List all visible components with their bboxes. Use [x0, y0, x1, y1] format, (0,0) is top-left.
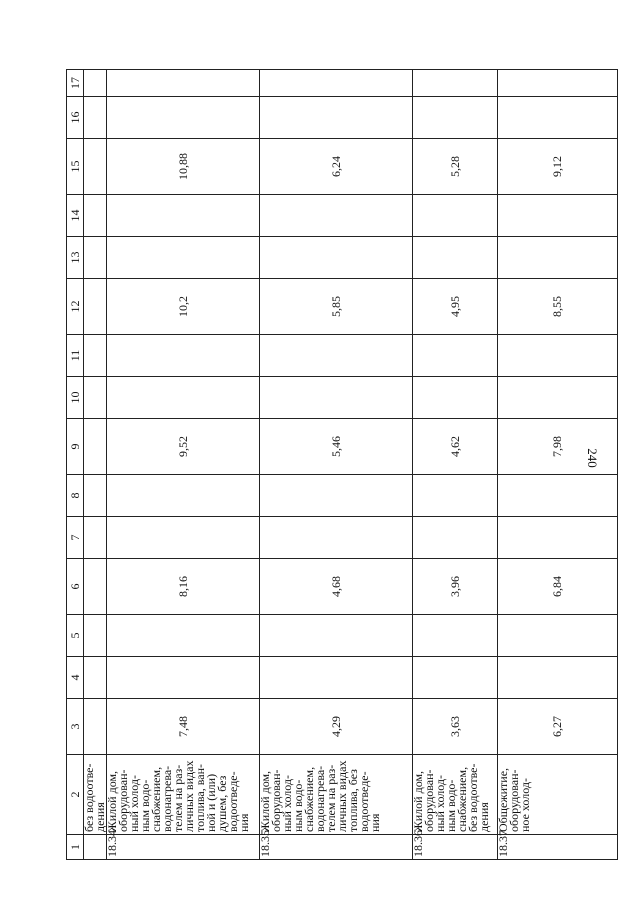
value-cell	[413, 377, 498, 419]
value-cell	[260, 657, 413, 699]
value-cell	[107, 377, 260, 419]
row-index: 18.35	[260, 835, 413, 860]
table-row	[260, 70, 413, 860]
value-cell	[498, 237, 618, 279]
value-cell: 6,84	[498, 559, 618, 615]
column-number: 15	[67, 139, 84, 195]
value-cell	[107, 97, 260, 139]
row-index: 18.34	[107, 835, 260, 860]
value-cell	[107, 475, 260, 517]
table-row	[107, 70, 260, 860]
value-cell: 9,52	[107, 419, 260, 475]
value-cell: 5,46	[260, 419, 413, 475]
table-row	[413, 70, 498, 860]
column-number: 1	[67, 835, 84, 860]
column-number: 13	[67, 237, 84, 279]
row-description: Жилой дом, оборудован-ный холод-ным водо-снабжением, без водоотве-дения	[413, 755, 498, 835]
value-cell: 3,96	[413, 559, 498, 615]
column-number-row	[67, 70, 84, 860]
value-cell	[84, 559, 107, 615]
row-index	[84, 835, 107, 860]
value-cell	[498, 377, 618, 419]
value-cell	[260, 70, 413, 97]
value-cell: 4,68	[260, 559, 413, 615]
value-cell	[260, 335, 413, 377]
value-cell	[107, 70, 260, 97]
value-cell: 4,29	[260, 699, 413, 755]
rotated-table-container	[66, 70, 577, 860]
value-cell	[260, 97, 413, 139]
value-cell: 10,2	[107, 279, 260, 335]
value-cell	[260, 377, 413, 419]
column-number: 3	[67, 699, 84, 755]
row-index: 18.37	[498, 835, 618, 860]
value-cell	[413, 70, 498, 97]
value-cell	[84, 419, 107, 475]
value-cell	[84, 139, 107, 195]
value-cell: 3,63	[413, 699, 498, 755]
row-index: 18.36	[413, 835, 498, 860]
value-cell: 6,27	[498, 699, 618, 755]
column-number: 4	[67, 657, 84, 699]
value-cell	[84, 237, 107, 279]
row-description: Жилой дом, оборудован-ный холод-ным водо-снабжением, водонагрева-телем на раз-личных видах топлива, ван-ной и (или) душем, без водоотведе-ния	[107, 755, 260, 835]
value-cell	[413, 517, 498, 559]
value-cell	[84, 615, 107, 657]
value-cell	[84, 699, 107, 755]
value-cell	[413, 657, 498, 699]
column-number: 11	[67, 335, 84, 377]
value-cell	[84, 377, 107, 419]
value-cell	[498, 97, 618, 139]
value-cell: 8,16	[107, 559, 260, 615]
value-cell: 6,24	[260, 139, 413, 195]
value-cell	[84, 335, 107, 377]
value-cell	[413, 615, 498, 657]
value-cell: 7,98	[498, 419, 618, 475]
value-cell	[260, 517, 413, 559]
value-cell	[260, 237, 413, 279]
value-cell	[260, 615, 413, 657]
value-cell: 5,28	[413, 139, 498, 195]
column-number: 2	[67, 755, 84, 835]
value-cell	[107, 195, 260, 237]
value-cell	[84, 70, 107, 97]
value-cell	[498, 475, 618, 517]
row-description: Общежитие, оборудован-ное холод-	[498, 755, 618, 835]
value-cell: 7,48	[107, 699, 260, 755]
value-cell: 4,95	[413, 279, 498, 335]
table-row	[498, 70, 618, 860]
value-cell	[413, 237, 498, 279]
value-cell	[498, 657, 618, 699]
value-cell	[413, 335, 498, 377]
value-cell	[260, 195, 413, 237]
value-cell: 4,62	[413, 419, 498, 475]
value-cell	[107, 237, 260, 279]
value-cell	[84, 517, 107, 559]
value-cell: 10,88	[107, 139, 260, 195]
column-number: 6	[67, 559, 84, 615]
column-number: 8	[67, 475, 84, 517]
value-cell	[107, 657, 260, 699]
value-cell	[84, 97, 107, 139]
column-number: 10	[67, 377, 84, 419]
value-cell	[260, 475, 413, 517]
value-cell	[84, 279, 107, 335]
value-cell	[413, 97, 498, 139]
value-cell	[498, 615, 618, 657]
continuation-text: без водоотве- дения	[84, 755, 107, 835]
column-number: 12	[67, 279, 84, 335]
value-cell: 8,55	[498, 279, 618, 335]
column-number: 7	[67, 517, 84, 559]
row-description: Жилой дом, оборудован-ный холод-ным водо-снабжением, водонагрева-телем на раз-личных видах топлива, без водоотведе-ния	[260, 755, 413, 835]
continuation-row	[84, 70, 107, 860]
value-cell	[498, 517, 618, 559]
value-cell	[107, 335, 260, 377]
page-number: 240	[584, 448, 600, 468]
column-number: 17	[67, 70, 84, 97]
value-cell	[413, 195, 498, 237]
column-number: 9	[67, 419, 84, 475]
column-number: 14	[67, 195, 84, 237]
tariff-table	[66, 69, 618, 860]
value-cell	[498, 70, 618, 97]
column-number: 16	[67, 97, 84, 139]
value-cell	[498, 195, 618, 237]
column-number: 5	[67, 615, 84, 657]
value-cell	[498, 335, 618, 377]
value-cell	[107, 517, 260, 559]
value-cell	[84, 475, 107, 517]
value-cell: 9,12	[498, 139, 618, 195]
value-cell	[413, 475, 498, 517]
value-cell	[84, 657, 107, 699]
value-cell: 5,85	[260, 279, 413, 335]
value-cell	[107, 615, 260, 657]
value-cell	[84, 195, 107, 237]
